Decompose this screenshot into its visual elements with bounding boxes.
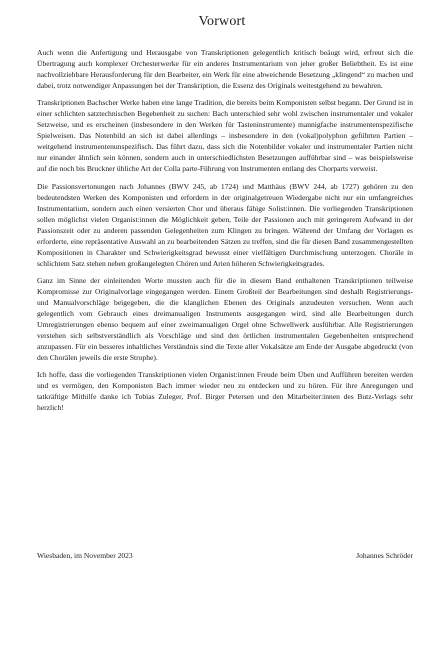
page-title: Vorwort (198, 14, 246, 29)
place-date: Wiesbaden, im November 2023 (37, 551, 133, 560)
author-name: Johannes Schröder (356, 551, 413, 560)
document-body (37, 47, 413, 419)
paragraph-tradition: Transkriptionen Bachscher Werke haben eine lange Tradition, die bereits beim Komponisten selbst begann. Der Grund ist in einer schlichten satztechnischen Begebenheit zu suchen: Bach unterschied sehr wohl zwischen instrumentaler und vokaler Setzweise, und es erscheinen (insbesondere in den Werken für Tasteninstrumente) mannigfache instrumentenspezifische Spielweisen. Das Notenbild an sich ist dabei allerdings – insbesondere in den (vokal)polyphon geführten Partien – weitgehend instrumentenunspezifisch. Das führt dazu, dass sich die Notenbilder vokaler und instrumentaler Partien nicht nur einander ähnlich sein können, sondern auch in unterschiedlichsten Besetzungen aufführbar sind – was beispielsweise auf die noch bis Bruckner übliche Art der Colla parte-Führung von Instrumenten entlang des Chorparts verweist. (37, 98, 413, 174)
paragraph-compromises: Ganz im Sinne der einleitenden Worte mussten auch für die in diesem Band enthaltenen Transkriptionen teilweise Kompromisse zur Originalvorlage eingegangen werden. Einem Großteil der Bearbeitungen sind deshalb Registrierungs- und Manualvorschläge beigegeben, die die klanglichen Ebenen des Originals anzudeuten versuchen. Wenn auch gelegentlich vom Gebrauch eines dreimanualigen Instruments ausgegangen wird, sind alle Bearbeitungen durch Umregistrierungen ebenso bequem auf einer zweimanualigen Orgel ohne Schwellwerk ausführbar. Alle Registrierungen verstehen sich selbstverständlich als Vorschläge und sind den örtlichen instrumentalen Gegebenheiten entsprechend anzupassen. Für ein besseres inhaltliches Verständnis sind die Texte aller Vokalsätze am Ende der Ausgabe abgedruckt (von den Chorälen jeweils die erste Strophe). (37, 275, 413, 363)
signature-line (37, 550, 413, 561)
paragraph-intro: Auch wenn die Anfertigung und Herausgabe von Transkriptionen gelegentlich kritisch beäugt wird, erfreut sich die Übertragung auch komplexer Orchesterwerke für ein anderes Instrumentarium von jeher großer Beliebtheit. Es ist eine nachvollziehbare Herausforderung für den Bearbeiter, ein Werk für eine abweichende Besetzung „klingend“ zu machen und dabei, trotz notwendiger Anpassungen bei der Transkription, die Essenz des Originals weitestgehend zu bewahren. (37, 48, 413, 91)
paragraph-passions: Die Passionsvertonungen nach Johannes (BWV 245, ab 1724) und Matthäus (BWV 244, ab 1727) gehören zu den bedeutendsten Werken des Komponisten und erfordern in der originalgetreuen Wiedergabe nicht nur ein umfangreiches Instrumentarium, sondern auch einen versierten Chor und überaus fähige Solist:innen. Die vorliegenden Transkriptionen sollen möglichst vielen Organist:innen die Möglichkeit geben, Teile der Passionen auch mit geringerem Aufwand in der Passionszeit oder zu anderen passenden Gelegenheiten zum Klingen zu bringen. Während der Umfang der Vorlagen es erforderte, eine repräsentative Auswahl an zu bearbeitenden Sätzen zu treffen, sind die für diesen Band zusammengestellten Kompositionen in Charakter und Schwierigkeitsgrad bewusst einer vielfältigen Durchmischung unterzogen. Choräle in schlichtem Satz stehen neben großangelegten Chören und Arien höheren Schwierigkeitsgrades. (37, 181, 413, 268)
paragraph-thanks: Ich hoffe, dass die vorliegenden Transkriptionen vielen Organist:innen Freude beim Üben und Aufführen bereiten werden und es vermögen, den Komponisten Bach immer wieder neu zu entdecken und zu hören. Für ihre Anregungen und tatkräftige Mithilfe danke ich Tobias Zuleger, Prof. Birger Petersen und den Mitarbeiter:innen des Butz-Verlags sehr herzlich! (37, 370, 413, 413)
